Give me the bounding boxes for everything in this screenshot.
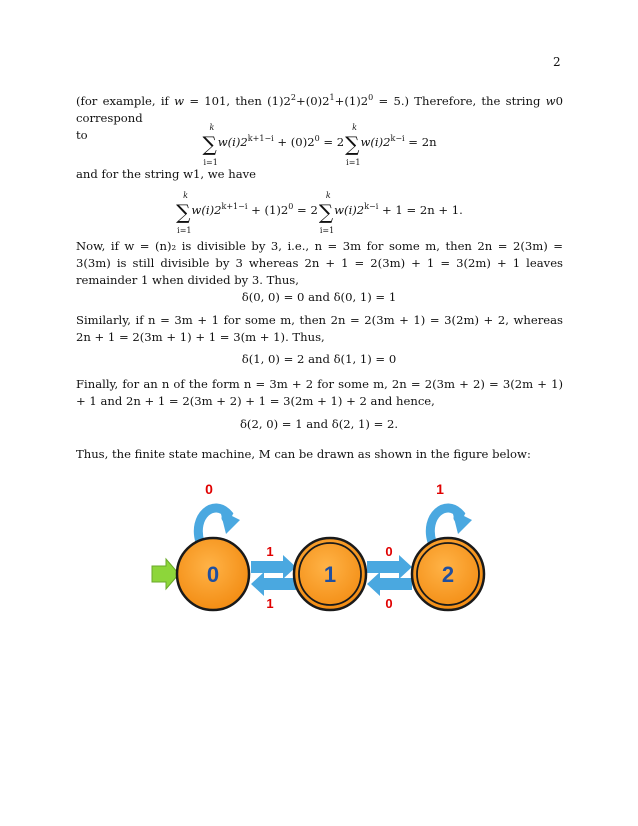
equation-3: δ(0, 0) = 0 and δ(0, 1) = 1 — [241, 290, 397, 304]
text: = 101, then (1)2 — [184, 94, 291, 108]
start-arrow — [152, 559, 179, 589]
edge-1-to-0-arrow — [251, 572, 296, 596]
edge-2-to-1-label: 0 — [385, 596, 393, 611]
sum-symbol: ∑ k i=1 — [202, 123, 218, 167]
exp: 1 — [329, 93, 335, 102]
sum-top: k — [325, 191, 331, 200]
edge-2-to-1-arrow — [367, 572, 412, 596]
paragraph-w1: and for the string w1, we have — [76, 167, 257, 181]
sum-bottom: i=1 — [319, 226, 335, 235]
exp: 0 — [288, 202, 294, 211]
text: +(0)2 — [296, 94, 330, 108]
sum-symbol: ∑ k i=1 — [345, 123, 361, 167]
term: = 2 — [293, 203, 318, 217]
term: + (0)2 — [273, 135, 315, 149]
state-1 — [294, 538, 366, 610]
exp: k+1−i — [247, 134, 274, 143]
term: w(i)2 — [217, 135, 248, 149]
term: = 2n — [404, 135, 437, 149]
self-loop-0-arrow — [198, 508, 240, 542]
exp: 2 — [290, 93, 296, 102]
exp: k+1−i — [221, 202, 248, 211]
finite-state-machine-diagram — [0, 470, 638, 640]
paragraph-figure-intro: Thus, the finite state machine, M can be drawn as shown in the figure below: — [76, 447, 531, 461]
exp: k−i — [390, 134, 405, 143]
state-2 — [412, 538, 484, 610]
var: w — [545, 94, 556, 108]
text: = 5.) Therefore, the string — [373, 94, 546, 108]
term: + (1)2 — [247, 203, 289, 217]
term: w(i)2 — [360, 135, 391, 149]
equation-5: δ(2, 0) = 1 and δ(2, 1) = 2. — [239, 417, 399, 431]
text: +(1)2 — [334, 94, 369, 108]
term: + 1 = 2n + 1. — [378, 203, 463, 217]
term: w(i)2 — [191, 203, 222, 217]
state-1-label: 1 — [323, 562, 337, 587]
equation-2 — [0, 191, 638, 235]
exp: 0 — [314, 134, 320, 143]
sum-top: k — [209, 123, 215, 132]
state-2-label: 2 — [441, 562, 455, 587]
sum-bottom: i=1 — [346, 158, 361, 167]
equation-4: δ(1, 0) = 2 and δ(1, 1) = 0 — [241, 352, 397, 366]
var: w — [174, 94, 185, 108]
self-loop-2-label: 1 — [436, 481, 444, 497]
sum-bottom: i=1 — [203, 158, 218, 167]
state-0-label: 0 — [206, 562, 220, 587]
edge-0-to-1-label: 1 — [266, 544, 274, 559]
page-number: 2 — [553, 55, 561, 69]
paragraph-similarly: Similarly, if n = 3m + 1 for some m, then 2n = 2(3m + 1) = 3(2m) + 2, whereas 2n + 1 = 2(3m + 1) + 1 = 3(m + 1). Thus, — [76, 313, 563, 344]
equation-1 — [0, 123, 638, 167]
sum-top: k — [352, 123, 358, 132]
edge-1-to-2-label: 0 — [385, 544, 393, 559]
exp: 0 — [368, 93, 374, 102]
text: (for example, if — [76, 94, 175, 108]
self-loop-0-label: 0 — [205, 481, 213, 497]
text: to — [76, 128, 88, 142]
edge-1-to-0-label: 1 — [266, 596, 274, 611]
paragraph-finally: Finally, for an n of the form n = 3m + 2 for some m, 2n = 2(3m + 2) = 3(2m + 1) + 1 and 2n + 1 = 2(3m + 2) + 1 = 3(2m + 1) + 2 and hence, — [76, 377, 563, 408]
sum-bottom: i=1 — [177, 226, 192, 235]
sum-top: k — [183, 191, 188, 200]
paragraph-divisible: Now, if w = (n)₂ is divisible by 3, i.e., n = 3m for some m, then 2n = 2(3m) = 3(3m) is still divisible by 3 whereas 2n + 1 = 2(3m) + 1 = 3(2m) + 1 leaves remainder 1 when divided by 3. Thus, — [76, 239, 563, 287]
sum-symbol: ∑ k i=1 — [176, 191, 192, 235]
sum-symbol: ∑ k i=1 — [318, 191, 335, 235]
state-0 — [177, 538, 249, 610]
exp: k−i — [364, 202, 379, 211]
term: = 2 — [319, 135, 345, 149]
term: w(i)2 — [334, 203, 365, 217]
text: 0 correspond — [76, 94, 563, 125]
